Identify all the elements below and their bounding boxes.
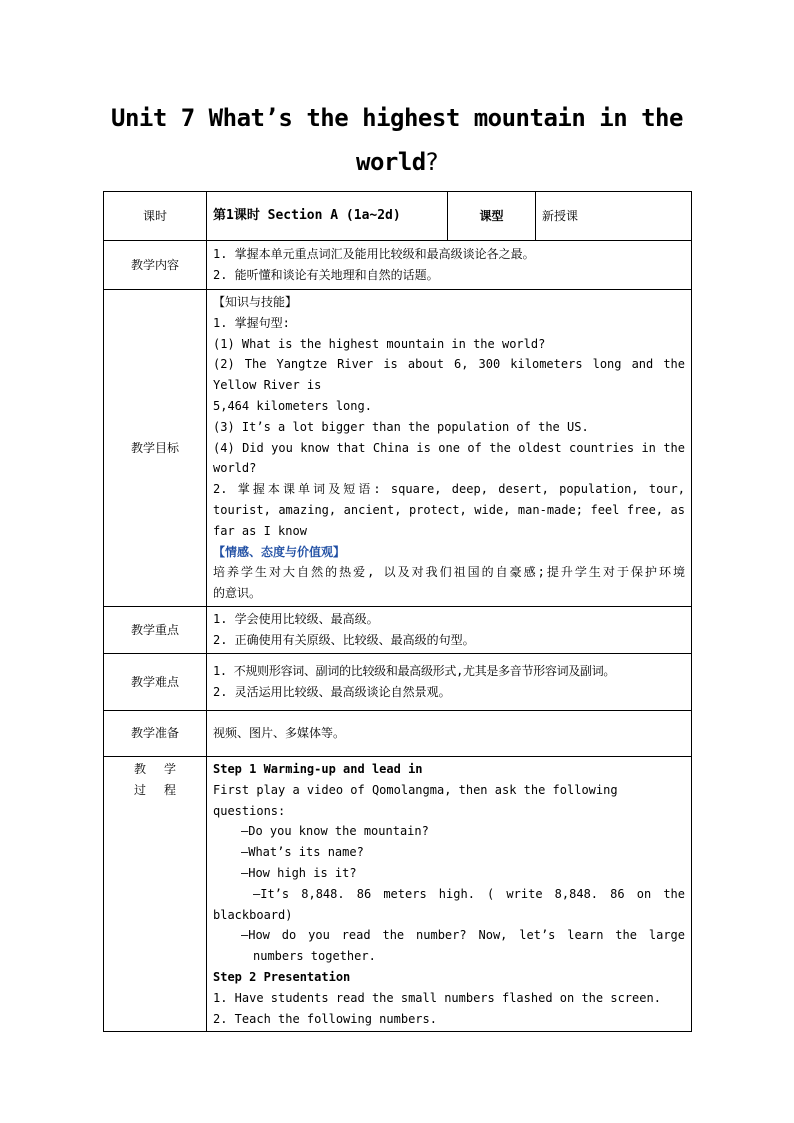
objectives-line: (2) The Yangtze River is about 6, 300 kilometers long and the — [213, 357, 685, 372]
objectives-heading-knowledge: 【知识与技能】 — [213, 295, 298, 309]
objectives-line: (4) Did you know that China is one of the oldest countries in the — [213, 440, 685, 455]
process-line: blackboard) — [213, 907, 293, 922]
row-key-points — [104, 606, 692, 653]
objectives-line: world? — [213, 461, 257, 476]
difficulties-cell — [207, 653, 692, 710]
objectives-line: tourist, amazing, ancient, protect, wide, man-made; feel free, as — [213, 502, 685, 517]
label-process-line-1: 教学 — [133, 761, 194, 776]
objectives-heading-attitude: 【情感、态度与价值观】 — [213, 544, 346, 559]
row-process — [104, 756, 692, 1031]
content-cell — [207, 241, 692, 290]
process-dialogue-line: —What’s its name? — [241, 845, 364, 860]
title-question-mark: ? — [425, 148, 438, 176]
objectives-line: 培养学生对大自然的热爱, 以及对我们祖国的自豪感;提升学生对于保护环境 — [213, 565, 685, 580]
difficulties-line-2: 2. 灵活运用比较级、最高级谈论自然景观。 — [213, 684, 451, 699]
process-line: 1. Have students read the small numbers flashed on the screen. — [213, 990, 661, 1005]
process-dialogue-line: —How do you read the number? Now, let’s learn the large — [241, 928, 685, 943]
key-points-line-2: 2. 正确使用有关原级、比较级、最高级的句型。 — [213, 632, 475, 647]
objectives-line: far as I know — [213, 523, 307, 538]
objectives-line: 1. 掌握句型: — [213, 315, 290, 330]
objectives-line: (1) What is the highest mountain in the world? — [213, 336, 546, 351]
preparation-cell: 视频、图片、多媒体等。 — [207, 710, 692, 756]
label-objectives: 教学目标 — [104, 290, 207, 607]
process-dialogue-line: —It’s 8,848. 86 meters high. ( write 8,848. 86 on the — [253, 886, 685, 901]
process-step-heading: Step 1 Warming-up and lead in — [213, 761, 423, 776]
label-process — [104, 756, 207, 1031]
process-line: numbers together. — [253, 949, 376, 964]
title-text: Unit 7 What’s the highest mountain in the world — [111, 104, 683, 176]
key-points-line-1: 1. 学会使用比较级、最高级。 — [213, 612, 379, 627]
label-key-points: 教学重点 — [104, 606, 207, 653]
objectives-line: 2. 掌握本课单词及短语: square, deep, desert, population, tour, — [213, 482, 685, 497]
label-lesson-type: 课型 — [448, 192, 536, 241]
document-title — [100, 96, 694, 184]
row-objectives — [104, 290, 692, 607]
objectives-cell — [207, 290, 692, 607]
row-content — [104, 241, 692, 290]
process-line: First play a video of Qomolangma, then ask the following questions: — [213, 782, 618, 818]
objectives-line: Yellow River is — [213, 378, 322, 393]
lesson-plan-table — [103, 191, 692, 1032]
process-step-heading: Step 2 Presentation — [213, 969, 351, 984]
content-line-2: 2. 能听懂和谈论有关地理和自然的话题。 — [213, 268, 439, 282]
key-points-cell — [207, 606, 692, 653]
lesson-type-value: 新授课 — [536, 192, 692, 241]
objectives-line: 的意识。 — [213, 586, 262, 601]
objectives-line: (3) It’s a lot bigger than the population of the US. — [213, 419, 589, 434]
period-value: 第1课时 Section A (1a~2d) — [207, 192, 448, 241]
process-cell — [207, 756, 692, 1031]
row-difficulties — [104, 653, 692, 710]
difficulties-line-1: 1. 不规则形容词、副词的比较级和最高级形式,尤其是多音节形容词及副词。 — [213, 664, 616, 679]
label-preparation: 教学准备 — [104, 710, 207, 756]
label-period: 课时 — [104, 192, 207, 241]
label-process-line-2: 过程 — [133, 782, 194, 797]
process-dialogue-line: —How high is it? — [241, 865, 357, 880]
label-content: 教学内容 — [104, 241, 207, 290]
process-line: 2. Teach the following numbers. — [213, 1011, 437, 1026]
process-dialogue-line: —Do you know the mountain? — [241, 824, 429, 839]
content-line-1: 1. 掌握本单元重点词汇及能用比较级和最高级谈论各之最。 — [213, 247, 535, 262]
label-difficulties: 教学难点 — [104, 653, 207, 710]
row-preparation — [104, 710, 692, 756]
objectives-line: 5,464 kilometers long. — [213, 398, 372, 413]
row-period — [104, 192, 692, 241]
